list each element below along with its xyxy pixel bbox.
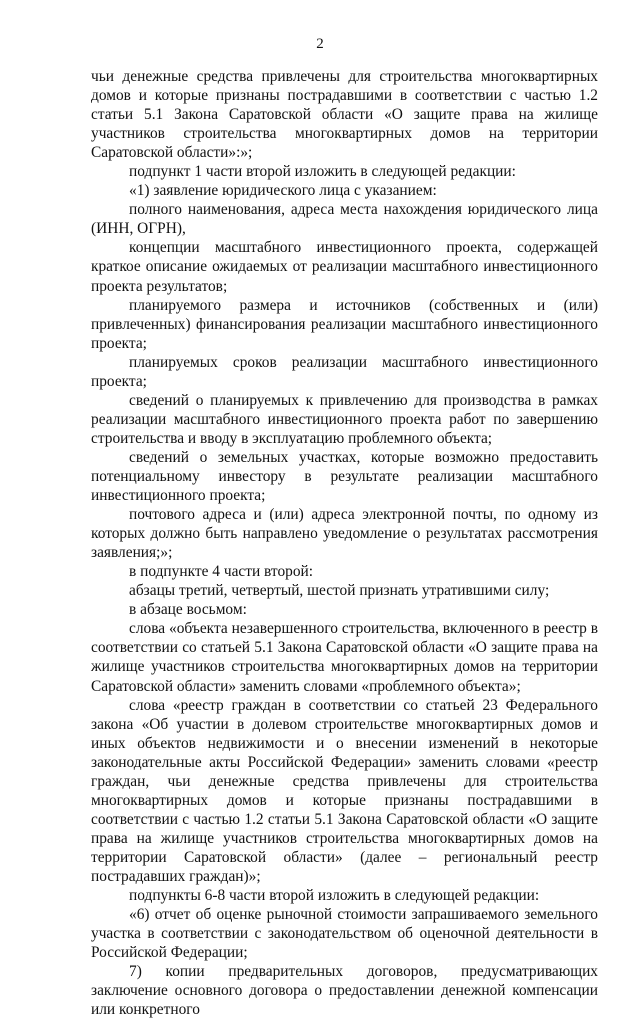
- paragraph: 7) копии предварительных договоров, предусматривающих заключение основного договора о предоставлении денежной компенсации или конкретного: [91, 963, 598, 1019]
- paragraph: чьи денежные средства привлечены для строительства многоквартирных домов и которые признаны пострадавшими в соответствии с частью 1.2 статьи 5.1 Закона Саратовской области «О защите права на жилище участников строительства многоквартирных домов на территории Саратовской области»:»;: [91, 68, 598, 162]
- paragraph: планируемого размера и источников (собственных и (или) привлеченных) финансирования реализации масштабного инвестиционного проекта;: [91, 296, 598, 352]
- paragraph: сведений о планируемых к привлечению для производства в рамках реализации масштабного инвестиционного проекта работ по завершению строительства и вводу в эксплуатацию проблемного объекта;: [91, 391, 598, 447]
- paragraph: полного наименования, адреса места нахождения юридического лица (ИНН, ОГРН),: [91, 201, 598, 238]
- paragraph: «6) отчет об оценке рыночной стоимости запрашиваемого земельного участка в соответствии с законодательством об оценочной деятельности в Российской Федерации;: [91, 906, 598, 962]
- paragraph: сведений о земельных участках, которые возможно предоставить потенциальному инвестору в результате реализации масштабного инвестиционного проекта;: [91, 448, 598, 505]
- paragraph: почтового адреса и (или) адреса электронной почты, по одному из которых должно быть направлено уведомление о результатах рассмотрения заявления;»;: [91, 506, 598, 562]
- paragraph: подпункт 1 части второй изложить в следующей редакции:: [129, 163, 516, 181]
- page-number: 2: [316, 36, 324, 52]
- paragraph: «1) заявление юридического лица с указанием:: [129, 182, 437, 200]
- document-body: [91, 67, 598, 1019]
- paragraph: концепции масштабного инвестиционного проекта, содержащей краткое описание ожидаемых от реализации масштабного инвестиционного проекта результатов;: [91, 239, 598, 295]
- paragraph: в абзаце восьмом:: [129, 601, 247, 619]
- paragraph: слова «реестр граждан в соответствии со статьей 23 Федерального закона «Об участии в долевом строительстве многоквартирных домов и иных объектов недвижимости и о внесении изменений в некоторые законодательные акты Российской Федерации» заменить словами «реестр граждан, чьи денежные средства привлечены для строительства многоквартирных домов и которые признаны пострадавшими в соответствии с частью 1.2 статьи 5.1 Закона Саратовской области «О защите права на жилище участников строительства многоквартирных домов на территории Саратовской области» (далее – региональный реестр пострадавших граждан)»;: [91, 696, 598, 885]
- paragraph: абзацы третий, четвертый, шестой признать утратившими силу;: [129, 582, 550, 600]
- paragraph: планируемых сроков реализации масштабного инвестиционного проекта;: [91, 353, 598, 390]
- paragraph: слова «объекта незавершенного строительства, включенного в реестр в соответствии со статьей 5.1 Закона Саратовской области «О защите права на жилище участников строительства многоквартирных домов на территории Саратовской области» заменить словами «проблемного объекта»;: [91, 620, 598, 695]
- paragraph: в подпункте 4 части второй:: [129, 563, 314, 581]
- paragraph: подпункты 6-8 части второй изложить в следующей редакции:: [129, 887, 540, 905]
